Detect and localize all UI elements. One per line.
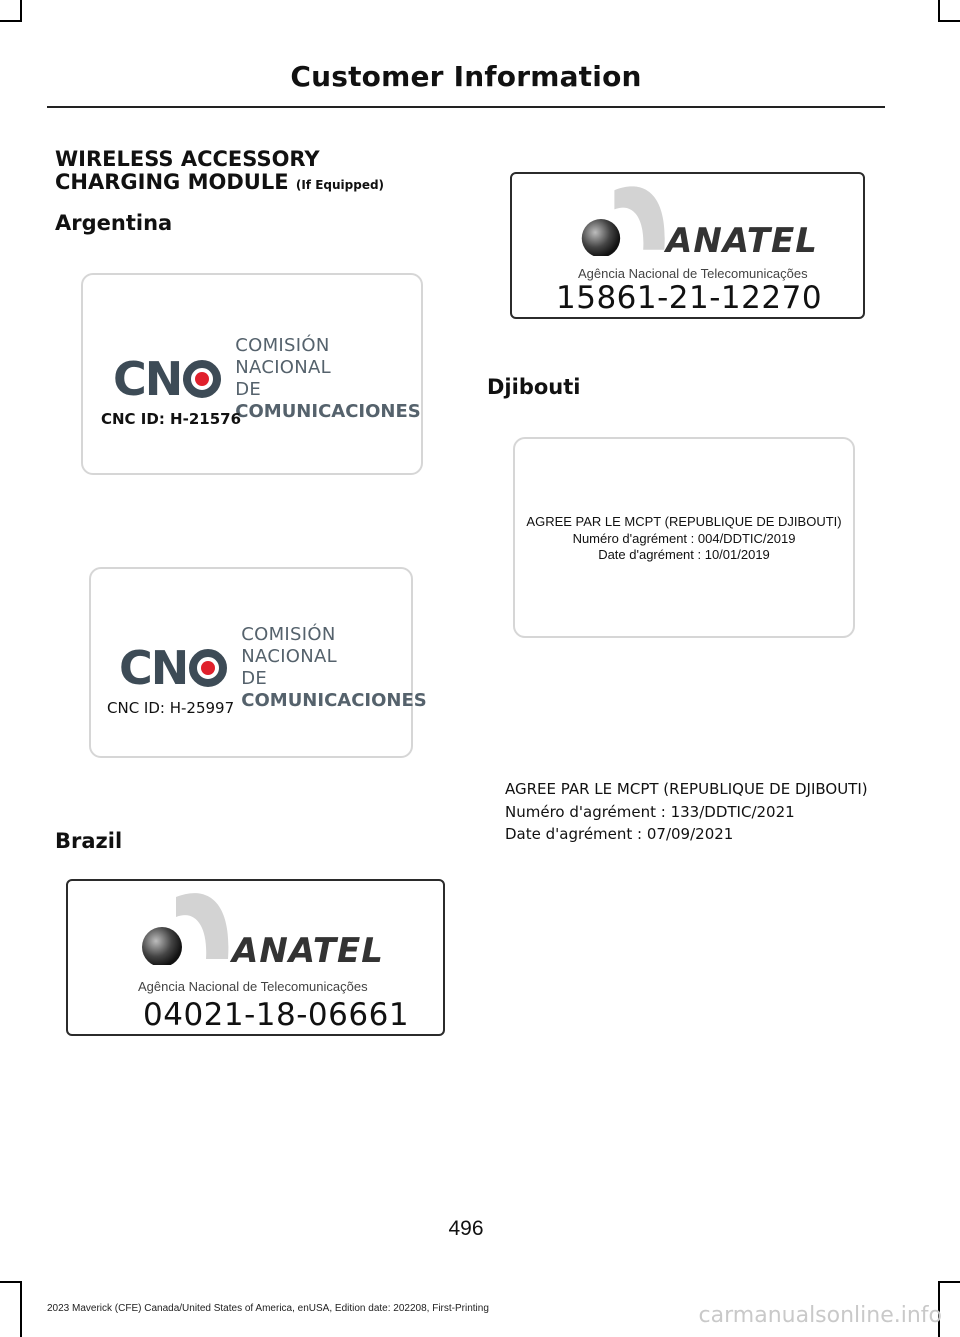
djibouti-approval-text [515,514,853,564]
cnc-label-card-1 [81,273,423,475]
cnc-logo-comunicaciones: COMUNICACIONES [235,401,421,422]
anatel-wordmark: ANATEL [232,931,384,971]
cnc-label-card-2 [89,567,427,758]
watermark: carmanualsonline.info [698,1303,942,1328]
cnc-logo-mark [119,641,227,695]
section-title-line2 [55,171,384,197]
djibouti-approval-line3: Date d'agrément : 10/01/2019 [598,547,770,562]
cnc-logo-line2 [235,379,421,423]
cnc-red-dot-icon [189,649,227,687]
djibouti-approval-text-2 [505,778,868,846]
anatel-swoosh-icon [136,889,236,965]
cnc-logo-text [241,624,426,712]
djibouti-approval-line1: AGREE PAR LE MCPT (REPUBLIQUE DE DJIBOUTI) [526,514,842,529]
crop-mark [940,20,960,22]
anatel-subtitle: Agência Nacional de Telecomunicações [578,266,808,281]
cnc-letters: CN [113,352,182,406]
anatel-wordmark: ANATEL [666,221,818,261]
section-title-line2-text: CHARGING MODULE [55,170,289,194]
crop-mark [20,0,22,22]
djibouti-label-card [513,437,855,638]
cnc-logo-comunicaciones: COMUNICACIONES [241,690,427,711]
anatel-certification-number: 04021-18-06661 [143,997,410,1033]
cnc-logo-text [235,335,421,423]
header-divider [47,106,885,108]
cnc-logo-line1: COMISIÓN NACIONAL [241,624,337,667]
cnc-logo-line1: COMISIÓN NACIONAL [235,335,331,378]
djibouti-approval-line2: Numéro d'agrément : 133/DDTIC/2021 [505,802,795,821]
cnc-letters: CN [119,641,188,695]
anatel-certification-number: 15861-21-12270 [556,280,823,316]
cnc-logo-line2 [241,668,426,712]
djibouti-approval-line1: AGREE PAR LE MCPT (REPUBLIQUE DE DJIBOUTI) [505,780,868,798]
footer-edition-text: 2023 Maverick (CFE) Canada/United States of America, enUSA, Edition date: 202208, First-Printing [47,1303,489,1314]
crop-mark [938,0,940,22]
cnc-logo-de: DE [235,379,262,400]
anatel-subtitle: Agência Nacional de Telecomunicações [138,979,368,994]
crop-mark [0,1281,20,1283]
cnc-red-dot-icon [183,360,221,398]
cnc-id-text: CNC ID: H-25997 [107,699,235,717]
section-title-line1: WIRELESS ACCESSORY [55,147,320,171]
anatel-swoosh-icon [576,182,672,256]
section-title [55,148,384,197]
djibouti-approval-line3: Date d'agrément : 07/09/2021 [505,825,734,843]
crop-mark [0,20,20,22]
cnc-logo-mark [113,352,221,406]
crop-mark [940,1281,960,1283]
country-heading-brazil: Brazil [55,829,123,853]
page-header-title: Customer Information [290,60,642,93]
djibouti-approval-line2: Numéro d'agrément : 004/DDTIC/2019 [572,530,796,546]
section-qualifier: (If Equipped) [295,178,385,192]
anatel-label-card-brazil [66,879,445,1036]
page-number: 496 [448,1217,484,1240]
cnc-logo-de: DE [241,668,268,689]
anatel-label-card-top [510,172,865,319]
country-heading-djibouti: Djibouti [487,375,581,399]
country-heading-argentina: Argentina [55,211,173,235]
cnc-id-text: CNC ID: H-21576 [101,410,242,428]
crop-mark [20,1281,22,1337]
